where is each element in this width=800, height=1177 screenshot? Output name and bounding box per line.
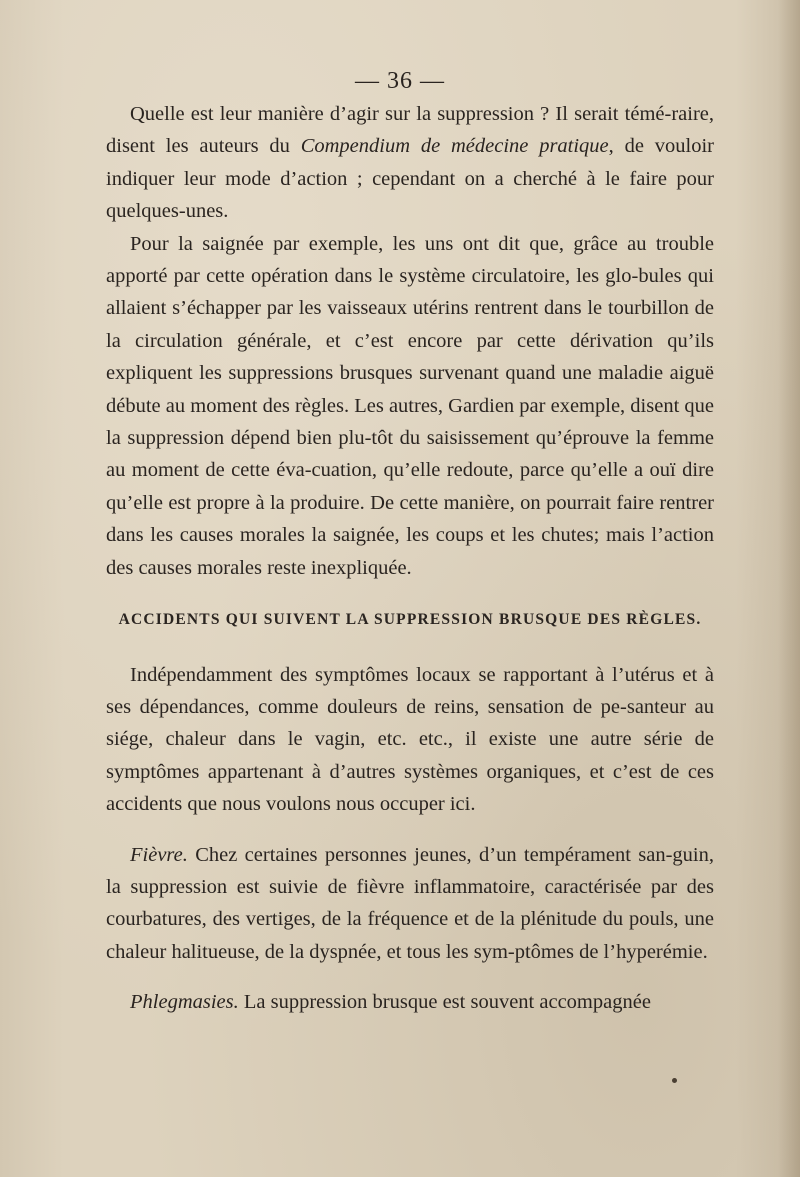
ink-speck xyxy=(672,1078,677,1083)
paragraph-2: Pour la saignée par exemple, les uns ont dit que, grâce au trouble apporté par cette opération dans le système circulatoire, les glo-bules qui allaient s’échapper par les vaisseaux utérins rentrent dans le tourbillon de la circulation générale, et c’est encore par cette dérivation qu’ils expliquent les suppressions brusques survenant quand une maladie aiguë débute au moment des règles. Les autres, Gardien par exemple, disent que la suppression dépend bien plu-tôt du saisissement qu’éprouve la femme au moment de cette éva-cuation, qu’elle redoute, parce qu’elle a ouï dire qu’elle est propre à la produire. De cette manière, on pourrait faire rentrer dans les causes morales la saignée, les coups et les chutes; mais l’action des causes morales reste inexpliquée. xyxy=(106,232,714,579)
paragraph-1-end: , de vouloir indiquer leur mode d’action ; cependant on a cherché à le faire pour quelques-unes. xyxy=(106,135,714,223)
section-heading: ACCIDENTS QUI SUIVENT LA SUPPRESSION BRUSQUE DES RÈGLES. xyxy=(118,611,702,629)
paragraph-5-body: La suppression brusque est souvent accompagnée xyxy=(238,991,651,1014)
paragraph-4 xyxy=(106,839,714,969)
paragraph-5 xyxy=(106,986,714,1018)
cited-work-title: Compendium de médecine pratique xyxy=(300,135,609,158)
paragraph-5-lead: Phlegmasies. xyxy=(130,991,239,1014)
paragraph-4-lead: Fièvre. xyxy=(130,843,188,866)
paragraph-3: Indépendamment des symptômes locaux se rapportant à l’utérus et à ses dépendances, comme douleurs de reins, sensation de pe-santeur au siége, chaleur dans le vagin, etc. etc., il existe une autre série de symptômes appartenant à d’autres systèmes organiques, et c’est de ces accidents que nous voulons nous occuper ici. xyxy=(106,663,714,816)
paragraph-1-start: Quelle est leur manière d’agir sur la suppression ? Il serait témé-raire, disent les auteurs du xyxy=(106,103,714,158)
body-text xyxy=(106,98,714,1019)
paragraph-1 xyxy=(106,98,714,228)
page-number: — 36 — xyxy=(355,68,445,94)
paragraph-4-body: Chez certaines personnes jeunes, d’un tempérament san-guin, la suppression est suivie de fièvre inflammatoire, caractérisée par des courbatures, des vertiges, de la fréquence et de la plénitude du pouls, une chaleur halitueuse, de la dyspnée, et tous les sym-ptômes de l’hyperémie. xyxy=(106,843,714,963)
